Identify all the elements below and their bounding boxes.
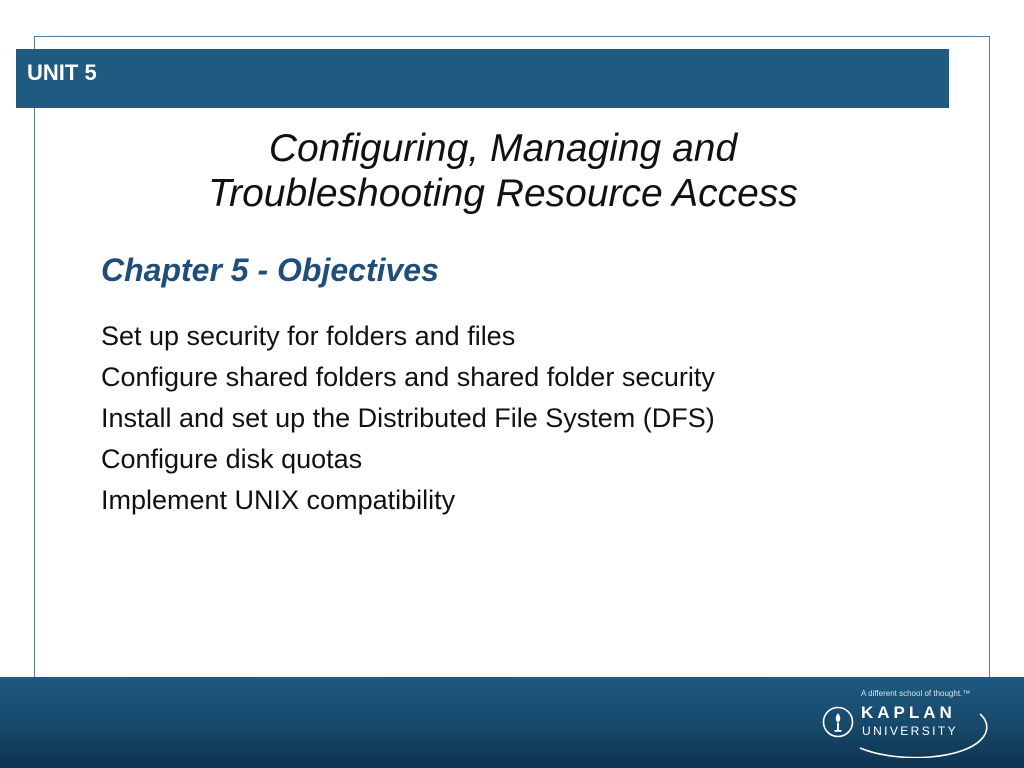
brand-subtitle: UNIVERSITY: [862, 724, 959, 738]
objective-item: Configure shared folders and shared folder security: [101, 362, 715, 392]
unit-label: UNIT 5: [27, 60, 97, 85]
objective-item: Install and set up the Distributed File System (DFS): [101, 403, 715, 433]
lamp-seal-icon: [822, 706, 854, 738]
unit-header-bar: [16, 49, 949, 108]
slide-title-line-1: Configuring, Managing and: [268, 127, 738, 170]
objective-item: Set up security for folders and files: [101, 321, 516, 351]
brand-name: KAPLAN: [861, 703, 956, 722]
footer-tagline: A different school of thought.™: [861, 689, 971, 698]
objective-item: Configure disk quotas: [101, 444, 363, 474]
objective-item: Implement UNIX compatibility: [101, 485, 456, 515]
objectives-list: [101, 316, 715, 521]
slide-title: [100, 126, 906, 216]
chapter-heading: Chapter 5 - Objectives: [101, 252, 439, 288]
slide-title-line-2: Troubleshooting Resource Access: [208, 172, 798, 215]
